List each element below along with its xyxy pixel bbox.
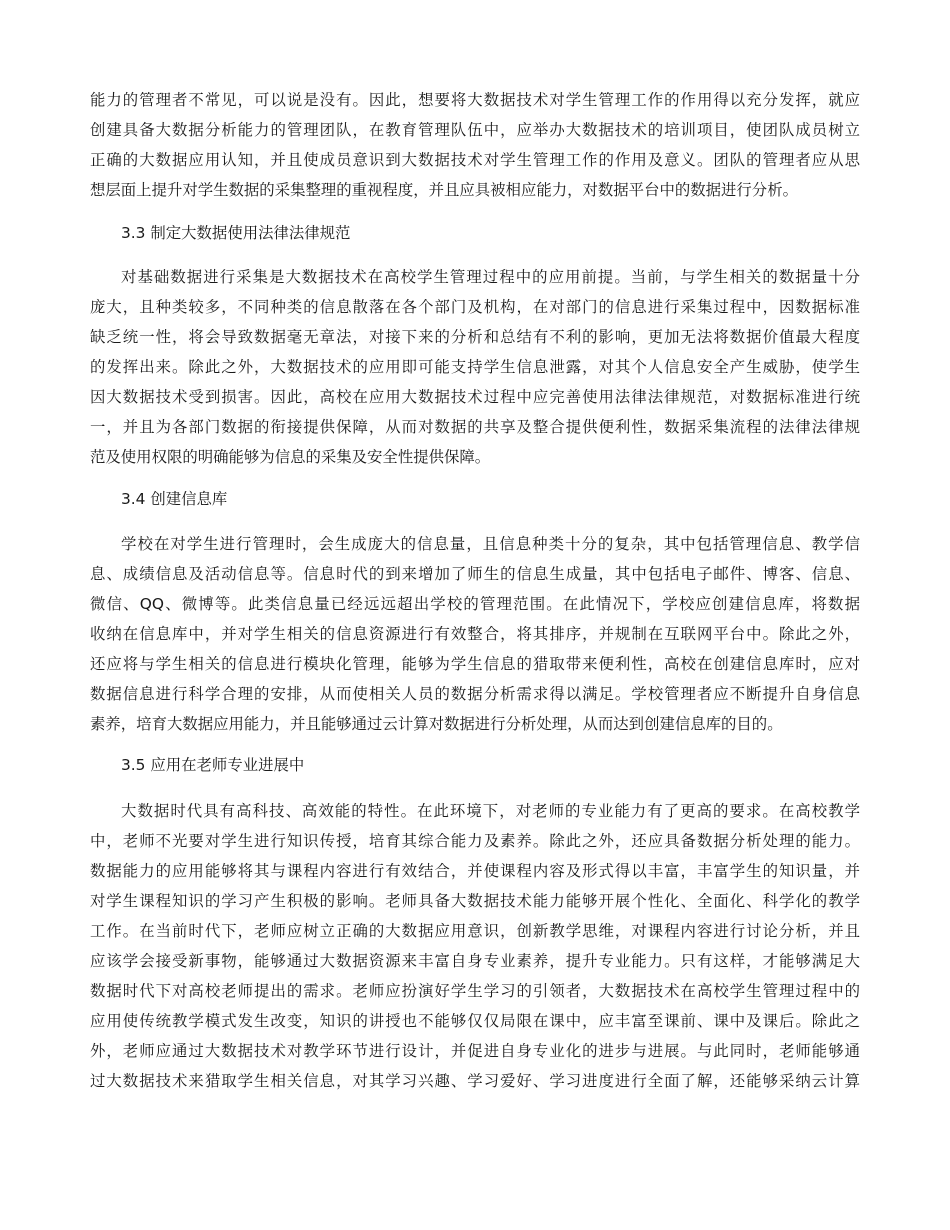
section-heading-3-3: 3.3 制定大数据使用法律法律规范: [121, 224, 351, 242]
text-line: 数据信息进行科学合理的安排，从而使相关人员的数据分析需求得以满足。学校管理者应不断提升自身信息: [90, 685, 860, 703]
paragraph-teacher-development: [90, 796, 860, 1096]
text-line: 学校在对学生进行管理时，会生成庞大的信息量，且信息种类十分的复杂，其中包括管理信息、教学信: [121, 535, 860, 553]
paragraph-information-database: [90, 529, 860, 739]
paragraph-legal-norms: [90, 262, 860, 472]
text-line: 外，老师应通过大数据技术对教学环节进行设计，并促进自身专业化的进步与进展。与此同时，老师能够通: [90, 1042, 860, 1060]
text-line: 的发挥出来。除此之外，大数据技术的应用即可能支持学生信息泄露，对其个人信息安全产生威胁，使学生: [90, 358, 860, 376]
text-line: 因大数据技术受到损害。因此，高校在应用大数据技术过程中应完善使用法律法律规范，对数据标准进行统: [90, 388, 860, 406]
section-heading-3-5: 3.5 应用在老师专业进展中: [121, 756, 305, 774]
text-line: 创建具备大数据分析能力的管理团队，在教育管理队伍中，应举办大数据技术的培训项目，使团队成员树立: [90, 121, 860, 139]
text-line: 庞大，且种类较多，不同种类的信息散落在各个部门及机构，在对部门的信息进行采集过程中，因数据标准: [90, 298, 860, 316]
text-line: 缺乏统一性，将会导致数据毫无章法，对接下来的分析和总结有不利的影响，更加无法将数据价值最大程度: [90, 328, 860, 346]
text-line: 正确的大数据应用认知，并且使成员意识到大数据技术对学生管理工作的作用及意义。团队的管理者应从思: [90, 151, 860, 169]
text-line: 还应将与学生相关的信息进行模块化管理，能够为学生信息的猎取带来便利性，高校在创建信息库时，应对: [90, 655, 860, 673]
text-line: 对学生课程知识的学习产生积极的影响。老师具备大数据技术能力能够开展个性化、全面化、科学化的教学: [90, 892, 860, 910]
text-line: 微信、QQ、微博等。此类信息量已经远远超出学校的管理范围。在此情况下，学校应创建信息库，将数据: [90, 595, 860, 613]
paragraph-management-team: [90, 85, 860, 205]
text-line: 能力的管理者不常见，可以说是没有。因此，想要将大数据技术对学生管理工作的作用得以充分发挥，就应: [90, 91, 860, 109]
text-line: 收纳在信息库中，并对学生相关的信息资源进行有效整合，将其排序，并规制在互联网平台中。除此之外，: [90, 625, 860, 643]
text-line: 对基础数据进行采集是大数据技术在高校学生管理过程中的应用前提。当前，与学生相关的数据量十分: [121, 268, 860, 286]
text-line: 范及使用权限的明确能够为信息的采集及安全性提供保障。: [90, 448, 491, 466]
text-line: 想层面上提升对学生数据的采集整理的重视程度，并且应具被相应能力，对数据平台中的数据进行分析。: [90, 181, 798, 199]
text-line: 应该学会接受新事物，能够通过大数据资源来丰富自身专业素养，提升专业能力。只有这样，才能够满足大: [90, 952, 860, 970]
text-line: 息、成绩信息及活动信息等。信息时代的到来增加了师生的信息生成量，其中包括电子邮件、博客、信息、: [90, 565, 860, 583]
text-line: 中，老师不光要对学生进行知识传授，培育其综合能力及素养。除此之外，还应具备数据分析处理的能力。: [90, 832, 860, 850]
text-line: 一，并且为各部门数据的衔接提供保障，从而对数据的共享及整合提供便利性，数据采集流程的法律法律规: [90, 418, 860, 436]
text-line: 大数据时代具有高科技、高效能的特性。在此环境下，对老师的专业能力有了更高的要求。在高校教学: [121, 802, 860, 820]
text-line: 数据时代下对高校老师提出的需求。老师应扮演好学生学习的引领者，大数据技术在高校学生管理过程中的: [90, 982, 860, 1000]
section-heading-3-4: 3.4 创建信息库: [121, 490, 228, 508]
text-line: 过大数据技术来猎取学生相关信息，对其学习兴趣、学习爱好、学习进度进行全面了解，还能够采纳云计算: [90, 1072, 860, 1090]
text-line: 工作。在当前时代下，老师应树立正确的大数据应用意识，创新教学思维，对课程内容进行讨论分析，并且: [90, 922, 860, 940]
text-line: 素养，培育大数据应用能力，并且能够通过云计算对数据进行分析处理，从而达到创建信息库的目的。: [90, 715, 783, 733]
text-line: 应用使传统教学模式发生改变，知识的讲授也不能够仅仅局限在课中，应丰富至课前、课中及课后。除此之: [90, 1012, 860, 1030]
text-line: 数据能力的应用能够将其与课程内容进行有效结合，并使课程内容及形式得以丰富，丰富学生的知识量，并: [90, 862, 860, 880]
